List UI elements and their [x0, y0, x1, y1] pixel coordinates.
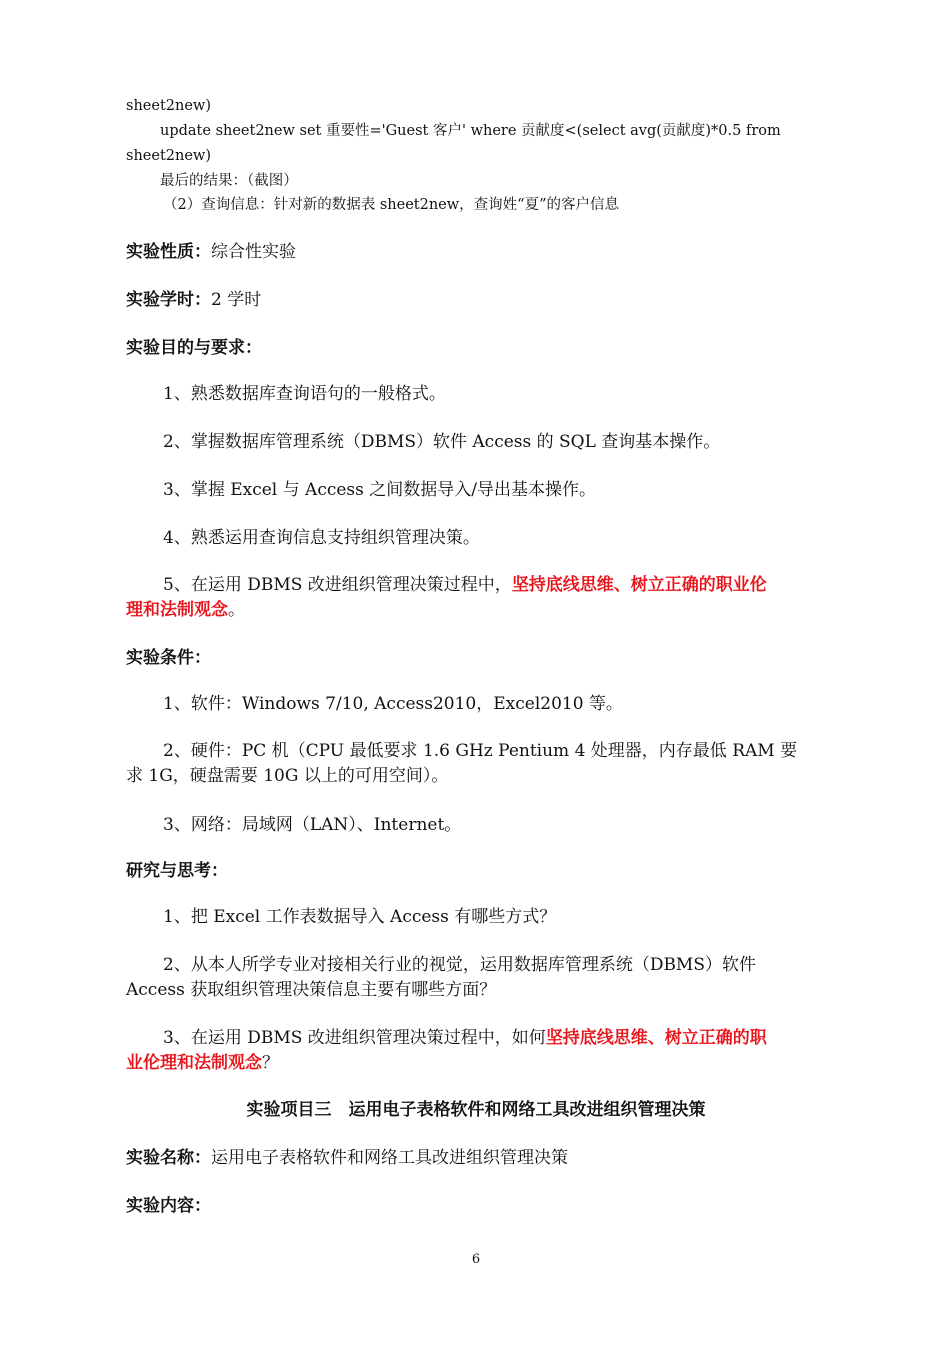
research-question-3-line-2 — [126, 1051, 279, 1075]
research-question-2-line-2: Access 获取组织管理决策信息主要有哪些方面？ — [126, 980, 497, 1000]
research-question-3-emphasis-1: 坚持底线思维、树立正确的职 — [545, 1028, 767, 1048]
conditions-heading: 实验条件： — [126, 648, 211, 668]
experiment-hours — [126, 288, 261, 312]
page-number: 6 — [471, 1252, 481, 1267]
objective-item-2: 2、掌握数据库管理系统（DBMS）软件 Access 的 SQL 查询基本操作。 — [163, 432, 721, 452]
objective-item-1: 1、熟悉数据库查询语句的一般格式。 — [163, 384, 446, 404]
objective-item-3: 3、掌握 Excel 与 Access 之间数据导入/导出基本操作。 — [163, 480, 597, 500]
sql-update-statement: update sheet2new set 重要性='Guest 客户' where 贡献度<(select avg(贡献度)*0.5 from — [160, 123, 781, 139]
hours-value: 2 学时 — [211, 290, 262, 310]
objective-item-4: 4、熟悉运用查询信息支持组织管理决策。 — [163, 528, 480, 548]
final-result-note: 最后的结果：（截图） — [160, 173, 298, 189]
project-content-heading: 实验内容： — [126, 1196, 211, 1216]
condition-network: 3、网络：局域网（LAN）、Internet。 — [163, 815, 462, 835]
nature-value: 综合性实验 — [211, 242, 296, 262]
project-name-value: 运用电子表格软件和网络工具改进组织管理决策 — [211, 1148, 568, 1168]
project-three-name — [126, 1146, 568, 1170]
objective-item-5-emphasis-2: 理和法制观念 — [126, 600, 228, 620]
project-name-label: 实验名称： — [126, 1148, 211, 1168]
research-question-3-suffix: ？ — [262, 1053, 279, 1073]
condition-hardware-line-1: 2、硬件：PC 机（CPU 最低要求 1.6 GHz Pentium 4 处理器，内存最低 RAM 要 — [163, 741, 798, 761]
research-heading: 研究与思考： — [126, 861, 228, 881]
objective-item-5-line-2 — [126, 598, 245, 622]
research-question-3-emphasis-2: 业伦理和法制观念 — [126, 1053, 262, 1073]
experiment-nature — [126, 240, 296, 264]
objective-item-5-prefix: 5、在运用 DBMS 改进组织管理决策过程中， — [163, 575, 512, 595]
research-question-3-line-1 — [163, 1026, 767, 1050]
objectives-heading: 实验目的与要求： — [126, 338, 262, 358]
research-question-2-line-1: 2、从本人所学专业对接相关行业的视觉，运用数据库管理系统（DBMS）软件 — [163, 955, 756, 975]
condition-software: 1、软件：Windows 7/10, Access2010，Excel2010 等。 — [163, 694, 623, 714]
sql-line-1: sheet2new) — [126, 98, 211, 114]
query-info-step: （2）查询信息：针对新的数据表 sheet2new，查询姓“夏”的客户信息 — [163, 197, 619, 213]
project-three-title: 实验项目三 运用电子表格软件和网络工具改进组织管理决策 — [246, 1100, 706, 1120]
objective-item-5-emphasis-1: 坚持底线思维、树立正确的职业伦 — [511, 575, 767, 595]
objective-item-5-suffix: 。 — [228, 600, 245, 620]
nature-label: 实验性质： — [126, 242, 211, 262]
sql-line-3: sheet2new) — [126, 148, 211, 164]
condition-hardware-line-2: 求 1G，硬盘需要 10G 以上的可用空间）。 — [126, 766, 449, 786]
hours-label: 实验学时： — [126, 290, 211, 310]
objective-item-5-line-1 — [163, 573, 767, 597]
research-question-1: 1、把 Excel 工作表数据导入 Access 有哪些方式？ — [163, 907, 557, 927]
research-question-3-prefix: 3、在运用 DBMS 改进组织管理决策过程中，如何 — [163, 1028, 546, 1048]
